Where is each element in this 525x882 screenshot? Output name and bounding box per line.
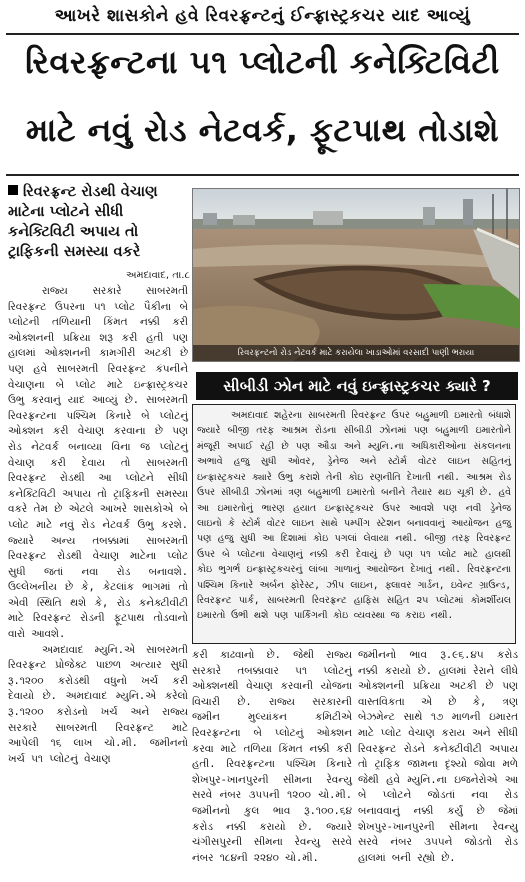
photo-caption: રિવરફ્રન્ટનો રોડ નેટવર્ક માટે કરાયેલા ખાડાઓમાં વરસાદી પાણી ભરાયા xyxy=(193,345,519,361)
article-column-1 xyxy=(8,284,188,767)
headline-line-2: માટે નવું રોડ નેટવર્ક, ફૂટપાથ તોડાશે xyxy=(25,111,500,149)
article-paragraph: અમદાવાદ મ્યુનિ.એ સાબરમતી રિવરફ્રન્ટ પ્રોજેક્ટ પાછળ અત્યાર સુધી રૂ.૧૨૦૦ કરોડથી વધુનો ખર્ચ કરી દેવાયો છે. અમદાવાદ મ્યુનિ.એ કરેલો રૂ.૧૨૦૦ કરોડનો ખર્ચ અને રાજ્ય સરકારે સાબરમતી રિવરફ્રન્ટ માટે આપેલી ૧૬ લાખ ચો.મી. જમીનનો ખર્ચ ૫૧ પ્લોટનું વેચાણ xyxy=(8,643,188,765)
kicker-headline: આખરે શાસકોને હવે રિવરફ્રન્ટનું ઈન્ફ્રાસ્ટ્રકચર યાદ આવ્યું xyxy=(54,6,471,26)
article-column-3 xyxy=(358,648,518,866)
article-paragraph: રાજ્ય સરકારે સાબરમતી રિવરફ્રન્ટ ઉપરના ૫૧ પ્લોટ પૈકીના બે પ્લોટની તળિયાની કિંમત નક્કી કરી ઓક્શનની પ્રક્રિયા શરૂ કરી હતી પણ હાલમાં ઓક્શનની કામગીરી અટકી છે પણ હવે સાબરમતી રિવરફ્રન્ટ કંપનીને વેચાણના બે પ્લોટ માટે ઇન્ફ્રાસ્ટ્રકચર ઉભુ કરવાનું યાદ આવ્યું છે. સાબરમતી રિવરફ્રન્ટના પશ્ચિમ કિનારે બે પ્લોટનું ઓક્શન કરી વેચાણ કરવાના છે પણ રોડ નેટવર્ક બનાવ્યા વિના જ પ્લોટનું વેચાણ કરી દેવાય તો સાબરમતી રિવરફ્રન્ટ રોડથી આ પ્લોટને સીધી કનેક્ટિવિટી અપાય તો ટ્રાફિકની સમસ્યા વકરે તેમ છે એટલે આખરે શાસકોએ બે પ્લોટ માટે નવું રોડ નેટવર્ક ઉભુ કરશે. જ્યારે અન્ય તબક્કામાં સાબરમતી રિવરફ્રન્ટ રોડથી વેચાણ માટેના પ્લોટ સુધી જતાં નવા રોડ બનાવશે. ઉલ્લેખનીય છે કે, કેટલાંક ભાગમાં તો એવી સ્થિતિ થશે કે, રોડ કનેક્ટીવીટી માટે રિવરફ્રન્ટ રોડની ફૂટપાથ તોડવાનો વારો આવશે. xyxy=(8,285,188,641)
headline-line-1: રિવરફ્રન્ટના ૫૧ પ્લોટની કનેક્ટિવિટી xyxy=(25,43,500,81)
article-paragraph: કરી કાઢવાનો છે. જેથી રાજ્ય સરકારે તબક્કાવાર ૫૧ પ્લોટનું ઓક્શનથી વેચાણ કરવાની યોજના વિચારી છે. રાજ્ય સરકારની જમીન મુલ્યાંકન કમિટીએ રિવરફ્રન્ટના બે પ્લોટનું ઓક્શન કરવા માટે તળિયા કિંમત નક્કી કરી હતી. રિવરફ્રન્ટના પશ્ચિમ કિનારે શેખપુર-ખાનપુરની સીમના રેવન્યુ સરવે નંબર ૩૫૫ની ૧૨૦૦ ચો.મી. જમીનનો કુલ ભાવ રૂ.૧૦૦.૬૪ કરોડ નક્કી કરાયો છે. જ્યારે ચંગીસપુરની સીમના રેવન્યુ સરવે નંબર ૧૮૪ની ૨૨૪૦ ચો.મી. xyxy=(192,649,352,864)
divider xyxy=(6,33,519,35)
square-bullet-icon xyxy=(8,185,18,195)
divider xyxy=(6,174,519,176)
subheadline xyxy=(8,182,188,262)
sidebar-box-title: સીબીડી ઝોન માટે નવું ઇન્ફ્રાસ્ટ્રકચર ક્યારે ? xyxy=(196,372,518,400)
riverfront-photo-illustration xyxy=(193,189,519,361)
article-column-2 xyxy=(192,648,352,866)
dateline: અમદાવાદ, તા.૮ xyxy=(125,270,190,281)
article-paragraph: જમીનનો ભાવ રૂ.૯૬.૪૫ કરોડ નક્કી કરાયો છે. હાલમાં રેરાને લીધે ઓક્શનની પ્રક્રિયા અટકી છે પણ વાસ્તવિકતા એ છે કે, ત્રણ બેઝમેન્ટ સાથે ૧૭ માળની ઇમારત માટે પ્લોટ વેચાણ કરાય અને સીધી રિવરફ્રન્ટ રોડને કનેક્ટીવીટી અપાય તો ટ્રાફિક જામના દૃશ્યો જોવા મળે જેથી હવે મ્યુનિ.ના ઇજનેરોએ આ બે પ્લોટને જોડતાં નવા રોડ બનાવવાનું નક્કી કર્યું છે જેમાં શેખપુર-ખાનપુરની સીમના રેવન્યુ સરવે નંબર ૩૫૫ને જોડતો રોડ હાલમાં બની રહ્યો છે. xyxy=(358,649,518,864)
subheadline-text: રિવરફ્રન્ટ રોડથી વેચાણ માટેના પ્લોટને સીધી કનેક્ટિવિટી અપાય તો ટ્રાફિકની સમસ્યા વકરે xyxy=(8,184,158,260)
sidebar-paragraph: અમદાવાદ શહેરના સાબરમતી રિવરફ્રન્ટ ઉપર બહુમાળી ઇમારતો બંધાશે જ્યારે બીજી તરફ આશ્રમ રોડના સીબીડી ઝોનમાં પણ બહુમાળી ઇમારતોને મંજૂરી અપાઈ રહી છે પણ ઔડા અને મ્યુનિ.ના અધિકારીઓના સંકલનના અભાવે હજુ સુધી ઓવર, ડ્રેનેજ અને સ્ટોર્મ વોટર લાઇન સહિતનું ઇન્ફ્રાસ્ટ્રકચર ક્યારે ઉભુ કરાશે તેની કોઇ રણનીતિ દેખાતી નથી. આશ્રમ રોડ ઉપર સીબીડી ઝોનમાં ત્રણ બહુમાળી ઇમારતો બનીને તૈયાર થઇ ચૂકી છે. હવે આ ઇમારતોનું ભારણ હયાત ઇન્ફ્રાસ્ટ્રકચર ઉપર આવશે પણ નવી ડ્રેનેજ લાઇનો કે સ્ટોર્મ વોટર લાઇન સાથે પમ્પીંગ સ્ટેશન બનાવવાનું આયોજન હજુ પણ હજુ સુધી આ દિશામાં કોઇ પગલાં લેવાયા નથી. બીજી તરફ રિવરફ્રન્ટ ઉપર બે પ્લોટના વેચાણનું નક્કી કરી દેવાયું છે પણ ૫૧ પ્લોટ માટે હાલથી કોઇ ભુગર્ભ ઇન્ફ્રાસ્ટ્રકચરનું લાંબા ગાળાનું આયોજન દેખાતું નથી. રિવરફ્રન્ટના પશ્ચિમ કિનારે અર્બન ફોરેસ્ટ, ઝીપ લાઇન, ફ્લાવર ગાર્ડન, ઇવેન્ટ ગ્રાઉન્ડ, રિવરફ્રન્ટ પાર્ક, સાબરમતી રિવરફ્રન્ટ હાફિસ સહિત ૨૫ પ્લોટમાં કોમર્શીયલ ઇમારતો ઉભી થશે પણ પાર્કિંગની કોઇ વ્યવસ્થા જ કરાઇ નથી. xyxy=(197,410,511,622)
news-photo xyxy=(192,188,520,362)
sidebar-box xyxy=(192,404,516,644)
sidebar-box-text xyxy=(197,408,511,624)
